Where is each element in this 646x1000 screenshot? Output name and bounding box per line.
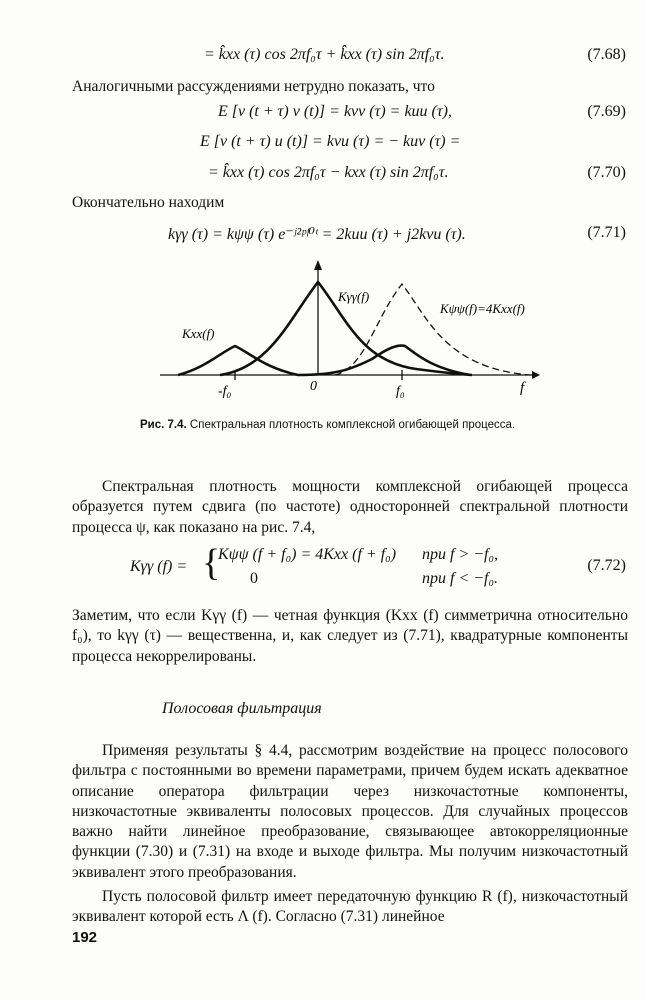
equation-7-71: kγγ (τ) = kψψ (τ) e⁻ʲ²ᵖᶠ⁰ᵗ = 2kuu (τ) + j2kvu (τ).: [168, 226, 466, 243]
text-finally: Окончательно находим: [72, 194, 225, 211]
caption-label: Рис. 7.4.: [140, 419, 187, 431]
equation-number-7-72: (7.72): [587, 557, 626, 574]
y-axis-arrow: [314, 260, 322, 270]
paragraph-3: [72, 741, 628, 883]
figure-7-4: [160, 258, 540, 403]
label-zero: 0: [310, 379, 317, 394]
equation-7-72-row2: 0: [250, 570, 258, 587]
equation-number-7-70: (7.70): [587, 164, 626, 181]
f-axis-arrow: [532, 371, 540, 379]
equation-7-72-row1: Kψψ (f + f₀) = 4Kxx (f + f₀): [218, 546, 397, 563]
text-analog: Аналогичными рассуждениями нетрудно показать, что: [72, 78, 435, 95]
label-f-axis: f: [520, 380, 525, 396]
paragraph-2: Заметим, что если Kγγ (f) — четная функция (Kxx (f) симметрична относительно f₀), то kγγ (τ) — вещественна, и, как следует из (7.71), квадратурные компоненты процесса некоррелированы.: [72, 607, 628, 665]
equation-7-72-brace: {: [202, 542, 221, 584]
equation-7-72-lhs: Kγγ (f) =: [130, 558, 188, 575]
label-neg-f0: -f₀: [218, 384, 232, 399]
label-kxx: Kxx(f): [182, 326, 215, 341]
equation-number-7-69: (7.69): [587, 103, 626, 120]
caption-text: Спектральная плотность комплексной огибающей процесса.: [189, 419, 516, 431]
label-kpsi: Kψψ(f)=4Kxx(f): [440, 301, 525, 316]
label-f0: f₀: [396, 384, 405, 399]
equation-7-70-line2: = k̂xx (τ) cos 2πf₀τ − kxx (τ) sin 2πf₀τ.: [208, 164, 449, 181]
paragraph-3-text: Применяя результаты § 4.4, рассмотрим воздействие на процесс полосового фильтра с постоянными во времени параметрами, причем будем искать адекватное описание оператора фильтрации через низкочастотные компоненты, низкочастотные эквиваленты полосовых процессов. Для случайных процессов важно найти линейное преобразование, связывающее автокорреляционные функции (7.30) и (7.31) на входе и выходе фильтра. Мы получим низкочастотный эквивалент этого преобразования.: [72, 742, 628, 881]
equation-7-70-line1: E [v (t + τ) u (t)] = kvu (τ) = − kuv (τ) =: [200, 133, 461, 150]
label-kyy: Kγγ(f): [338, 289, 370, 304]
paragraph-1-text: Спектральная плотность мощности комплексной огибающей процесса образуется путем сдвига (по частоте) односторонней спектральной плотности процесса ψ, как показано на рис. 7.4,: [72, 478, 628, 536]
figure-caption: [140, 418, 570, 433]
page-number: 192: [72, 929, 98, 946]
equation-number-7-68: (7.68): [587, 46, 626, 63]
paragraph-4-text: Пусть полосовой фильтр имеет передаточную функцию R (f), низкочастотный эквивалент которой есть Λ (f). Согласно (7.31) линейное: [72, 888, 628, 926]
equation-7-68: = k̂xx (τ) cos 2πf₀τ + k̂xx (τ) sin 2πf₀τ.: [204, 46, 445, 63]
paragraph-4: [72, 887, 628, 928]
paragraph-1: [72, 477, 628, 538]
equation-7-69: E [v (t + τ) v (t)] = kvv (τ) = kuu (τ),: [218, 103, 452, 120]
equation-7-72-row1-condition: при f > −f₀,: [422, 546, 499, 563]
equation-7-72-row2-condition: при f < −f₀.: [422, 570, 499, 587]
equation-number-7-71: (7.71): [587, 224, 626, 241]
section-subheading: Полосовая фильтрация: [162, 700, 322, 717]
